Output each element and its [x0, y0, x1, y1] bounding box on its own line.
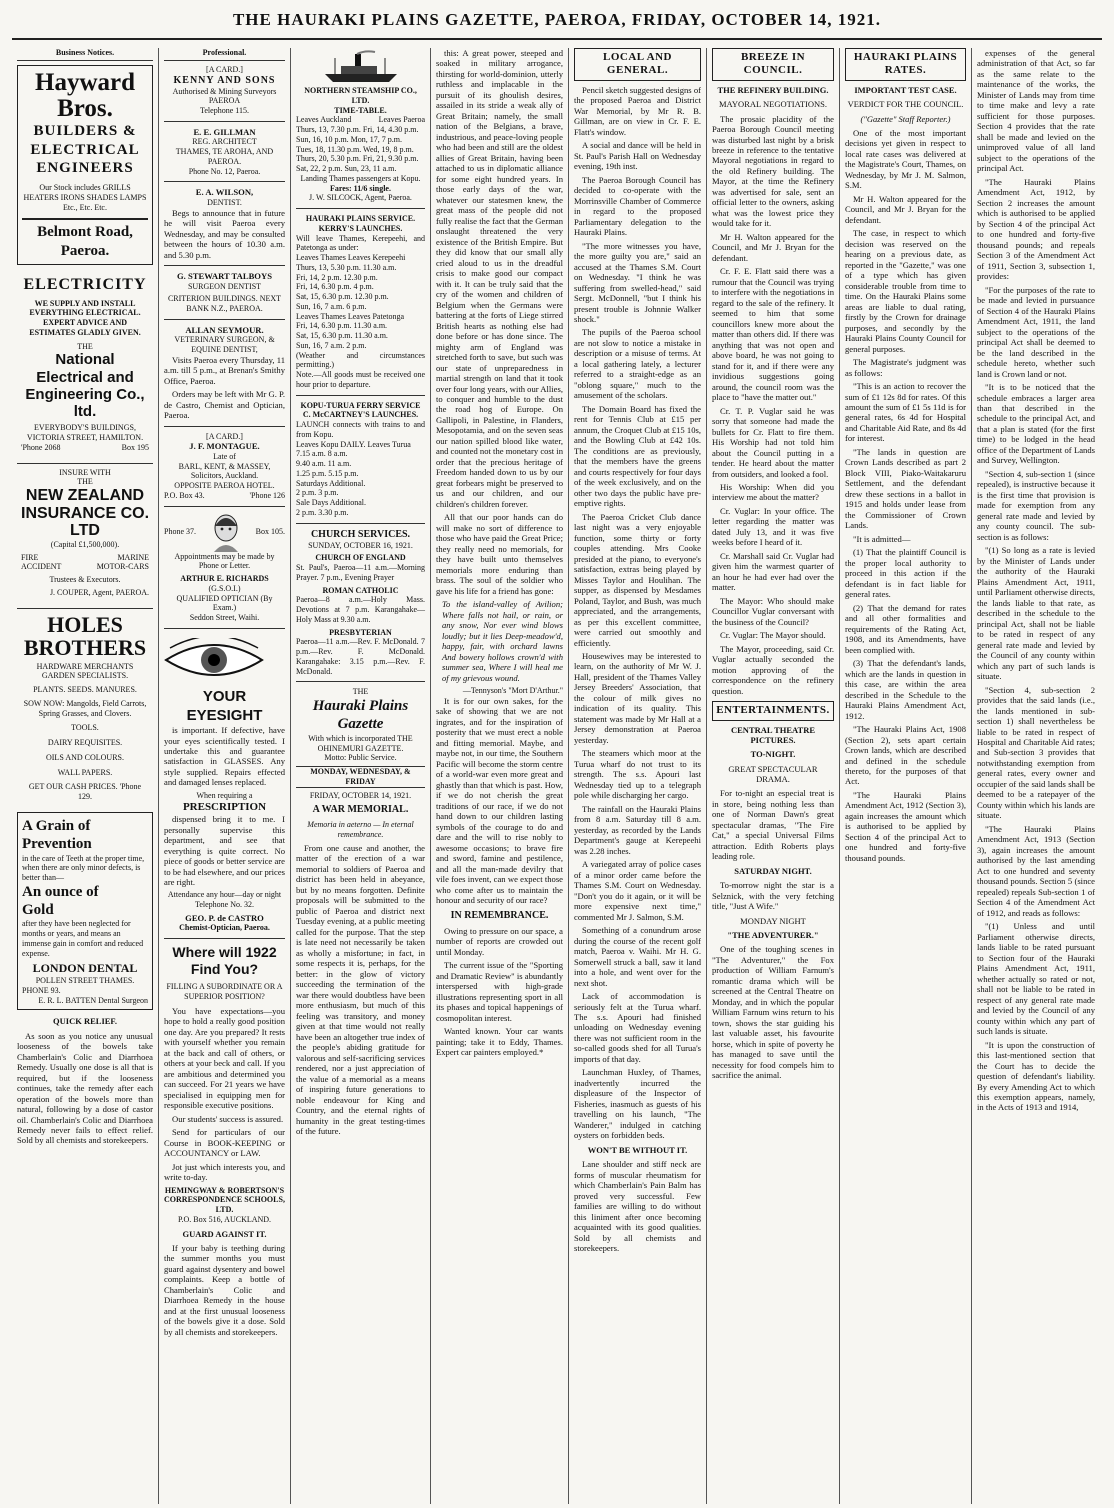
guard-body: If your baby is teething during the summer months you must guard against dysentery and bowel complaints. Keep a bottle of Chamberlain's Colic and Diarrhoea Remedy in the house and at the first unusual looseness of the bowels give it a dose. Sold by all chemists and storekeepers.: [164, 1242, 285, 1337]
war-memorial-memoriam: Memoria in aeterno — In eternal remembrance.: [307, 820, 414, 840]
local-general-paragraph: The Domain Board has fixed the rent for Tennis Club at £15 per annum, the Croquet Club at £15 10s, and the Bowling Club at £42 10s. The conditions are as previously, that the members have the greens and courts respectively for four days of the week exclusively, and on the other two days the public have pre-emptive rights.: [574, 403, 701, 509]
church-coe-body: St. Paul's, Paeroa—11 a.m.—Morning Prayer. 7 p.m., Evening Prayer: [296, 563, 425, 582]
where-success: Our students' success is assured.: [172, 1113, 284, 1124]
breeze-paragraph: The Mayor, proceeding, said Cr. Vuglar actually seconded the motion approving of the correspondence on the refinery question.: [712, 643, 834, 696]
service-row: Fri, 14, 6.30 p.m. 4 p.m.: [296, 282, 374, 292]
holes-wall: WALL PAPERS.: [57, 767, 113, 777]
hayward-line3: ENGINEERS: [36, 159, 134, 176]
memorial-continued-1: this: A great power, steeped and soaked in military arrogance, thirsting for world-dominion, utterly ruthless and implacable in the pursuit of its ghoulish desires, assailed in its stride a weak ally of Great Britain; namely, the small nation of the Belgians, a brave, industrious, and peace-loving people who had been and still are the oldest allies of Great Britain, having been attached to us in diplomatic alliance for some eight hundred years. In those early days of the war, whatever our statesmen knew, the great mass of the people did not fully realise the fact that the German onslaught threatened the very existence of the British Empire. But they did know that our small ally cried aloud to us in the dreadful crisis to make good our compact with it. It can be truly said that the cry of the women and children of Belgium when the Germans were battering at the forts of Liege stirred British hearts as nothing else had done before or has done since. The mighty arm of England was stretched forth to save, but such was our state of unpreparedness in martial strength on land that it took over four long years, with our Allies, to conquer and humble to the dust the road hog of Europe. On Gallipoli, in Palestine, in Flanders, Mesopotamia, and on the seven seas our nation spilled blood like water, and counted not the monetary cost in order that the precious heritage of Freedom handed down to us by our great forbears might be preserved to us and our children, and our children's children forever.: [436, 48, 563, 509]
church-title: CHURCH SERVICES.: [310, 528, 411, 540]
wilson-body: Begs to announce that in future he will visit Paeroa every Wednesday, and may be consulted between the hours of 10.30 a.m. and 5.30 p.m.: [164, 207, 285, 260]
holes-oils: OILS AND COLOURS.: [45, 752, 124, 762]
electricity-phone: 'Phone 2068: [21, 442, 61, 452]
rates-title: HAURAKI PLAINS RATES.: [845, 48, 966, 81]
where-po: P.O. Box 516, AUCKLAND.: [177, 1214, 272, 1224]
wont-body: Lane shoulder and stiff neck are forms of muscular rheumatism for which Chamberlain's Pain Balm has proved very successful. Few families are willing to do without this liniment after once becoming acquainted with its good qualities. Sold by all chemists and storekeepers.: [574, 1159, 701, 1254]
steam-title: NORTHERN STEAMSHIP CO., LTD.: [304, 86, 417, 105]
electricity-the: THE: [77, 341, 93, 351]
rates-paragraph: (1) That the plaintiff Council is the proper local authority to proceed in this action if the defendant is in fact liable for general rates.: [845, 547, 966, 600]
ad-where-1922: [164, 944, 285, 1224]
eyesight-body: is important. If defective, have your eyes scientifically tested. I undertake this and guarantee satisfaction in GLASSES. Any style supplied. Repairs effected and damaged lenses replaced.: [164, 725, 285, 788]
montague-firm: BARL, KENT, & MASSEY,: [178, 461, 271, 471]
service-body: Will leave Thames, Kerepeehi, and Patetonga as under:: [296, 233, 425, 253]
local-general-paragraph: Lack of accommodation is seriously felt at the Turua wharf. The s.s. Apouri had finished unloading on Wednesday evening there was not sufficient room in the so-called goods shed for all Turua's imports of that day.: [574, 991, 701, 1064]
insurance-insure: INSURE WITH: [59, 467, 111, 477]
kenny-town: PAEROA: [208, 96, 241, 106]
steam-rows: [296, 125, 425, 174]
local-general-paragraph: The pupils of the Paeroa school are not slow to notice a mistake in description or a misuse of terms. At a local gathering lately, a lecturer referred to a straight-edge as an "oblong square," much to the amusement of the scholars.: [574, 327, 701, 401]
holes-tools: TOOLS.: [71, 723, 99, 733]
service-row: Leaves Thames Leaves Kerepeehi: [296, 253, 406, 262]
church-pres: PRESBYTERIAN: [329, 627, 392, 637]
steam-landing: Landing Thames passengers at Kopu.: [300, 173, 421, 183]
hayward-line2: ELECTRICAL: [30, 141, 140, 158]
grain-title4: Gold: [22, 902, 54, 919]
breeze-title: BREEZE IN COUNCIL.: [712, 48, 834, 81]
richards-box: Box 105.: [255, 526, 285, 536]
kenny-card: [A CARD.]: [206, 64, 243, 74]
local-general-paragraph: Housewives may be interested to learn, on the authority of Mr W. J. Hall, president of the Thames Valley Jersey Breeders' Association, that the colour of milk gives no indication of its quality. This statement was made by Mr Hall at a Jersey demonstration at Paeroa yesterday.: [574, 651, 701, 745]
columns: [12, 48, 1102, 1504]
montague-sol: Solicitors, Auckland.: [190, 471, 259, 481]
eyesight-sub: Chemist-Optician, Paeroa.: [179, 923, 270, 933]
section-business-notices: Business Notices.: [17, 48, 153, 61]
card-seymour: [164, 325, 285, 421]
kenny-phone: Telephone 115.: [200, 106, 249, 116]
insurance-trustees: Trustees & Executors.: [49, 575, 121, 585]
kopu-row: 2 p.m. 3.30 p.m.: [296, 507, 349, 517]
ad-london-dental: [17, 812, 153, 1010]
in-remembrance-title: IN REMEMBRANCE.: [450, 909, 549, 921]
column-4: [431, 48, 569, 1504]
breeze-paragraph: The Mayor: Who should make Councillor Vuglar conversant with the business of the Council?: [712, 595, 834, 627]
service-row: Sat, 15, 6.30 p.m. 11.30 a.m.: [296, 331, 388, 340]
church-date: SUNDAY, OCTOBER 16, 1921.: [308, 540, 413, 550]
column-2: [159, 48, 291, 1504]
richards-name: ARTHUR E. RICHARDS: [180, 574, 269, 584]
memorial-poet: —Tennyson's "Mort D'Arthur.": [462, 686, 563, 696]
seymour-name: ALLAN SEYMOUR.: [185, 324, 264, 335]
montague-phone: 'Phone 126: [249, 490, 285, 500]
service-row: Fri, 14, 6.30 p.m. 11.30 a.m.: [296, 321, 388, 331]
kenny-name: KENNY AND SONS: [173, 74, 276, 86]
grain-addr: POLLEN STREET THAMES.: [35, 976, 135, 986]
service-rows: [296, 253, 425, 351]
rates-continued-paragraph: "It is upon the construction of this last-mentioned section that the Court has to decide the question of defendant's liability. By every Amending Act to which this exemption appears, namely, in the Acts of 1913 and 1914,: [977, 1039, 1095, 1113]
rates-paragraph: Mr H. Walton appeared for the Council, and Mr J. Bryan for the defendant.: [845, 193, 966, 225]
ad-hayward-bros: [17, 65, 153, 265]
montague-po: P.O. Box 43.: [164, 490, 205, 500]
holes-dairy: DAIRY REQUISITES.: [47, 738, 123, 748]
talboys-addr: CRITERION BUILDINGS. NEXT BANK N.Z., PAEROA.: [167, 294, 282, 314]
service-title: HAURAKI PLAINS SERVICE.: [305, 214, 416, 223]
kopu-row: Leaves Kopu DAILY. Leaves Turua: [296, 439, 411, 449]
rates-sub3: ("Gazette" Staff Reporter.): [860, 113, 951, 124]
central-theatre: CENTRAL THEATRE PICTURES.: [731, 724, 815, 745]
montague-name: J. F. MONTAGUE.: [189, 441, 260, 452]
service-ferry: KERRY'S LAUNCHES.: [318, 223, 403, 233]
seymour-body: Visits Paeroa every Thursday, 11 a.m. till 5 p.m., at Brenan's Smithy Office, Paeroa.: [164, 354, 285, 386]
rates-sub2: VERDICT FOR THE COUNCIL.: [847, 99, 964, 110]
ad-electricity: [17, 271, 153, 457]
ad-eyesight: [164, 634, 285, 933]
service-row: Fri, 14, 2 p.m. 12.30 p.m.: [296, 272, 378, 282]
electricity-box: Box 195: [121, 442, 149, 452]
tonight: TO-NIGHT.: [750, 749, 796, 760]
kopu-title: KOPU-TURUA FERRY SERVICE: [300, 400, 421, 410]
grain-title1: A Grain of: [22, 817, 91, 834]
ad-richards: [164, 512, 285, 623]
rates-paragraph: The Magistrate's judgment was as follows:: [845, 357, 966, 378]
steam-fares: Fares: 11/6 single.: [330, 183, 391, 193]
rates-paragraph: One of the most important decisions yet given in respect to local rate cases was delivered at the Magistrate's Court, Thames, on Wednesday, by Mr J. M. Salmon, S.M.: [845, 127, 966, 191]
electricity-body: WE SUPPLY AND INSTALL EVERYTHING ELECTRICAL. EXPERT ADVICE AND ESTIMATES GLADLY GIVEN.: [29, 298, 141, 337]
rates-continued-paragraph: "The Hauraki Plains Amendment Act, 1913 (Section 3), again increases the amount authorised by the last amending Act to one hundred and seventy thousand pounds. Section 5 (since repealed) repeals Sub-section 1 of Section 4 of the Amendment Act of 1912, and reads as follows:: [977, 823, 1095, 918]
gillman-phone: Phone No. 12, Paeroa.: [188, 166, 261, 176]
hayward-address: Belmont Road, Paeroa.: [22, 218, 148, 260]
holes-line: PLANTS. SEEDS. MANURES.: [33, 685, 137, 695]
monday-night: MONDAY NIGHT: [740, 915, 806, 926]
card-montague: [164, 432, 285, 501]
rates-paragraph: (2) That the demand for rates and all other formalities and requirements of the Rating Act, 1908, and its Amendments, have been complied with.: [845, 602, 966, 655]
steam-agent: J. W. SILCOCK, Agent, Paeroa.: [309, 193, 412, 203]
kopu-row: 1.25 p.m. 5.15 p.m.: [296, 468, 359, 478]
hayward-stock: Our Stock includes GRILLS HEATERS IRONS SHADES LAMPS Etc., Etc. Etc.: [23, 183, 147, 212]
card-wilson: [164, 187, 285, 260]
rates-paragraph: "The Hauraki Plains Amendment Act, 1912 (Section 3), again increases the amount which is authorised to be applied by Section 4 of the principal Act to one hundred and forty-five thousand pounds.: [845, 789, 966, 863]
gillman-towns: THAMES, TE AROHA, AND PAEROA.: [175, 147, 274, 166]
section-professional: Professional.: [164, 48, 285, 61]
local-general-paragraph: The rainfall on the Hauraki Plains from 8 a.m. Saturday till 8 a.m. yesterday, as recorded by the Lands Department's gauge at Kerepeehi was 2.28 inches.: [574, 803, 701, 856]
kopu-body: LAUNCH connects with trains to and from Kopu.: [296, 420, 425, 439]
local-general-paragraph: The steamers which moor at the Turua wharf do not trust to its strength. The s.s. Apouri last Wednesday tied up to a telegraph pole while discharging her cargo.: [574, 748, 701, 801]
guard-title: GUARD AGAINST IT.: [182, 1228, 267, 1239]
steam-row: Thurs, 13, 7.30 p.m. Fri, 14, 4.30 p.m.: [296, 125, 419, 134]
hayward-name: Hayward Bros.: [35, 68, 135, 122]
grain-title2: Prevention: [22, 836, 92, 853]
kopu-row: 2 p.m. 3 p.m.: [296, 488, 339, 498]
column-5: [569, 48, 707, 1504]
church-rc-body: Paeroa—8 a.m.—Holy Mass. Devotions at 7 p.m. Karangahake—Holy Mass at 9.30 a.m.: [296, 595, 425, 624]
card-gillman: [164, 127, 285, 176]
ad-holes-brothers: [17, 608, 153, 806]
service-row: Sun, 16, 7 a.m. 6 p.m.: [296, 301, 367, 311]
montague-late: Late of: [213, 451, 236, 461]
adventurer-body: One of the toughing scenes in "The Adventurer," the Fox production of William Farnum's romantic drama which will be screened at the Central Theatre on Monday, and in which the popular William Farnum wins return to his town, shows the star guiding his last valuable asset, his favourite horse, which in spite of poverty he has managed to save until the necessity for food compels him to sacrifice the animal.: [712, 944, 834, 1081]
steam-timetable-label: TIME-TABLE.: [334, 105, 387, 115]
rates-paragraph: "The Hauraki Plains Act, 1908 (Section 2), sets apart certain Crown lands, which are described and defined in the schedule thereto, for the purposes of that Act.: [845, 724, 966, 787]
breeze-paragraph: Cr. Vuglar: In your office. The letter regarding the matter was dated July 13, and it was five weeks before I heard of it.: [712, 505, 834, 548]
steamship-icon: [321, 50, 401, 84]
where-send: Send for particulars of our Course in BOOK-KEEPING or ACCOUNTANCY or LAW.: [164, 1127, 285, 1159]
where-title: Where will 1922 Find You?: [172, 944, 277, 978]
local-general-paras: [574, 85, 701, 1141]
local-general-paragraph: Pencil sketch suggested designs of the proposed Paeroa and District War Memorial, by Mr R. B. Gillman, are on view in Cr. F. E. Flatt's window.: [574, 84, 701, 137]
local-general-paragraph: A social and dance will be held in St. Paul's Parish Hall on Wednesday evening, 19th inst.: [574, 140, 701, 172]
rates-continued-paragraph: expenses of the general administration of that Act, so far as the same relate to the maintenance of the works, the Minister of Lands may from time to time make and levy a rate sufficient for those purposes. Section 4 provides that the rate shall be made and levied on the unimproved value of all land subject to the operations of the principal Act.: [977, 48, 1095, 174]
column-3: [291, 48, 431, 1504]
local-general-title: LOCAL AND GENERAL.: [574, 48, 701, 81]
column-7: [840, 48, 972, 1504]
gazette-days: MONDAY, WEDNESDAY, & FRIDAY: [296, 766, 425, 788]
insurance-accident: ACCIDENT: [21, 562, 62, 572]
montague-addr: OPPOSITE PAEROA HOTEL.: [174, 481, 275, 491]
great-drama: GREAT SPECTACULAR DRAMA.: [728, 763, 818, 785]
talboys-title: SURGEON DENTIST: [187, 281, 262, 291]
seymour-orders: Orders may be left with Mr G. P. de Castro, Chemist and Optician, Paeroa.: [164, 389, 285, 421]
memorial-poem: To the island-valley of Avilion; Where falls not hail, or rain, or any snow, Nor ever wind blows loudly; but it lies Deep-meadow'd, happy, fair, with orchard lawns And bowery hollows crown'd with summer sea, Where I will heal me of my grievous wound.: [442, 599, 563, 683]
eyesight-when: When requiring a: [196, 790, 253, 800]
relief-title: QUICK RELIEF.: [53, 1016, 117, 1027]
rates-paragraph: "This is an action to recover the sum of £1 12s 8d for rates. Of this amount the sum of £1 5s 11d is for general rates, 6s 4d for Hospital and Charitable Aid Rate, and 8s 4d for interest.: [845, 381, 966, 444]
remembrance-body-2: The current issue of the "Sporting and Dramatic Review" is abundantly interspersed with high-grade illustrations representing sport in all its phases and topical happenings of cosmopolitan interest.: [436, 960, 563, 1023]
grain-title3: An ounce of: [22, 883, 99, 900]
rates-paras: [845, 128, 966, 863]
eyesight-presc: PRESCRIPTION: [182, 800, 267, 813]
ad-nz-insurance: [17, 463, 153, 602]
breeze-paras: [712, 114, 834, 697]
remembrance-body-1: Owing to pressure on our space, a number of reports are crowded out until Monday.: [436, 925, 563, 957]
ent-body: For to-night an especial treat is in store, being nothing less than one of Norman Dawn's great spectacular dramas, "The Fire Cat," a special Universal Films attraction. Edith Roberts plays leading role.: [712, 788, 834, 862]
masthead: THE HAURAKI PLAINS GAZETTE, PAEROA, FRIDAY, OCTOBER 14, 1921.: [12, 10, 1102, 40]
rates-paragraph: "It is admitted—: [853, 533, 911, 544]
rates-continued-paragraph: "Section 4, sub-section 1 (since repealed), is instructive because it is the first time that provision is made for exemption from any general rate made and levied by any county council. The sub-section is as follows:: [977, 468, 1095, 542]
kopu-rows: [296, 440, 425, 518]
column-6: [707, 48, 840, 1504]
rates-continued-paragraph: "The Hauraki Plains Amendment Act, 1912, by Section 2 increases the amount which is authorised to be applied by Section 4 of the principal Act to one hundred and forty-five thousand pounds; and repeals Section 3 of the Amendment Act of 1911, Section 3, subsection 1, provides:: [977, 176, 1095, 282]
wanted-known: Wanted known. Your car wants painting; take it to Eddy, Thames. Expert car painters employed.*: [436, 1026, 563, 1058]
kopu-row: 9.40 a.m. 11 a.m.: [296, 459, 352, 468]
kopu-row: Saturdays Additional.: [296, 478, 366, 488]
service-row: Thurs, 13, 5.30 p.m. 11.30 a.m.: [296, 262, 397, 272]
column-1: [12, 48, 159, 1504]
holes-name: HOLES BROTHERS: [23, 611, 147, 660]
richards-gsoi: (G.S.O.I.): [208, 583, 241, 593]
service-note: (Weather and circumstances permitting.): [296, 350, 425, 370]
where-school: HEMINGWAY & ROBERTSON'S CORRESPONDENCE SCHOOLS, LTD.: [164, 1185, 285, 1215]
kopu-name: C. McCARTNEY'S LAUNCHES.: [302, 410, 419, 420]
breeze-paragraph: Cr. Marshall said Cr. Vuglar had given him the warmest quarter of an hour he had ever had over the matter.: [712, 550, 834, 593]
church-coe: CHURCH OF ENGLAND: [315, 553, 406, 563]
breeze-paragraph: Cr. Vuglar: The Mayor should.: [720, 630, 826, 641]
kopu-row: Sale Days Additional.: [296, 498, 366, 507]
insurance-the: THE: [77, 477, 93, 487]
insurance-fire: FIRE: [21, 552, 39, 562]
column-8: [972, 48, 1100, 1504]
breeze-paragraph: The prosaic placidity of the Paeroa Borough Council meeting was disturbed last night by a brisk breeze in reference to the tentative Mayoral negotiations in regard to the old Refinery building. The Mayor, at the time the Refinery was advertised for sale, sent an official letter to the owners, asking what was the lowest price they would take for it.: [712, 113, 834, 229]
rates-continued-paras: [977, 48, 1095, 1113]
insurance-agent: J. COUPER, Agent, PAEROA.: [49, 587, 149, 597]
montague-card: [A CARD.]: [206, 431, 243, 441]
rates-continued-paragraph: "For the purposes of the rate to be made and levied in pursuance of Section 4 of the Hauraki Plains Amendment Act, 1911, the land subject to the operations of the principal Act shall be deemed to be the land described in the schedule hereto, whether such land is Crown land or not.: [977, 284, 1095, 379]
steam-row: Sun, 16, 10 p.m. Mon, 17, 7 p.m.: [296, 134, 403, 144]
breeze-sub1: THE REFINERY BUILDING.: [717, 84, 829, 95]
kopu-row: 7.15 a.m. 8 a.m.: [296, 449, 348, 459]
wilson-title: DENTIST.: [207, 197, 242, 207]
sat-body: To-morrow night the star is a Selznick, with the very fetching title, "Just A Wife.": [712, 880, 834, 912]
steam-row: Thurs, 20, 5.30 p.m. Fri, 21, 9.30 p.m.: [296, 154, 419, 164]
local-general-paragraph: Launchman Huxley, of Thames, inadvertently incurred the displeasure of the Inspector of Fisheries, inasmuch as guests of his travelling on his launch, "The Wanderer," indulged in catching oysters on forbidden beds.: [574, 1067, 701, 1141]
gazette-motto: Motto: Public Service.: [324, 753, 397, 763]
gazette-inc: With which is incorporated THE OHINEMURI GAZETTE.: [308, 733, 413, 753]
card-talboys: [164, 271, 285, 314]
service-row: Sat, 15, 6.30 p.m. 12.30 p.m.: [296, 292, 389, 301]
local-general-paragraph: Something of a conundrum arose during the course of the recent golf match, Paeroa v. Waihi. Mr H. G. Somerwell struck a ball, saw it land into a hole, and went over for the next shot.: [574, 925, 701, 988]
electricity-addr: EVERYBODY'S BUILDINGS, VICTORIA STREET, HAMILTON.: [26, 423, 144, 442]
local-general-paragraph: The Paeroa Borough Council has decided to co-operate with the Morrinsville Chamber of Commerce in regard to the proposed Parliamentary delegation to the Hauraki Plains.: [574, 174, 701, 238]
local-general-paragraph: A variegated array of police cases of a minor order came before the Thames S.M. Court on Wednesday. "Don't you do it again, or it will be more expensive next time," commented Mr J. Salmon, S.M.: [574, 859, 701, 922]
eyesight-name: GEO. P. de CASTRO: [185, 912, 264, 923]
saturday-night: SATURDAY NIGHT.: [734, 865, 812, 876]
richards-phone: Phone 37.: [164, 526, 196, 536]
grain-body1: in the care of Teeth at the proper time, when there are only minor defects, is better than—: [22, 853, 145, 883]
relief-body: As soon as you notice any unusual looseness of the bowels take Chamberlain's Colic and Diarrhoea Remedy. Usually one dose is all that is required, but if the looseness continues, take the remedy after each operation of the bowels more than natural, following by a dose of castor oil. Chamberlain's Colic and Diarrhoea Remedy never fails to effect relief. Sold by all chemists and storekeepers.: [17, 1030, 153, 1146]
rates-paragraph: "The lands in question are Crown Lands described as part 2 Block VIII, Piako-Waitakaruru Settlement, and the defendant drew these sections in a ballot in 1915 and holds under lease from the Commissioner of Crown Lands.: [845, 446, 966, 531]
eye-icon: [164, 638, 264, 682]
rates-continued-paragraph: "(1) So long as a rate is levied by the Minister of Lands under the authority of the Hauraki Plains Amendment Act, 1911, until Parliament otherwise directs, the lands liable to that rate, as described in the schedule to the principal Act, shall not be liable to be rated in respect of any general rate made and levied by the Council of any county within which any part of such lands is situate.: [977, 545, 1095, 682]
where-sub: FILLING A SUBORDINATE OR A SUPERIOR POSITION?: [166, 982, 283, 1002]
grain-phone: PHONE 93.: [22, 985, 61, 995]
insurance-motor: MOTOR-CARS: [96, 562, 149, 572]
gillman-title: REG. ARCHITECT: [192, 137, 257, 147]
holes-cash: GET OUR CASH PRICES. 'Phone 129.: [28, 782, 142, 802]
eyesight-body2: dispensed bring it to me. I personally supervise this department, and see that everything is quite correct. No piece of goods or better service are to be had elsewhere, and our prices are right.: [164, 814, 285, 887]
war-memorial-title: A WAR MEMORIAL.: [312, 804, 409, 816]
rates-continued-paragraph: "Section 4, sub-section 2 provides that the said lands (i.e., the lands mentioned in sub-section 1) shall nevertheless be liable to be rated in respect of Hospital and Charitable Aid rates; and Sub-section 3 provides that notwithstanding exemption from general rates, every owner and occupier of the said lands shall be deemed to be a ratepayer of the County within which his lands are situate.: [977, 684, 1095, 821]
breeze-paragraph: Cr. T. P. Vuglar said he was sorry that someone had made the bullets for Cr. Flatt to fire them. His Worship had not told him about the Council putting in a tender. He heard about the matter from outsiders, and looked a fool.: [712, 405, 834, 479]
rates-sub1: IMPORTANT TEST CASE.: [854, 84, 957, 95]
kenny-line: Authorised & Mining Surveyors: [172, 86, 277, 96]
adventurer-title: "THE ADVENTURER.": [727, 929, 819, 940]
service-note2: Note.—All goods must be received one hour prior to departure.: [296, 370, 425, 389]
wont-title: WON'T BE WITHOUT IT.: [587, 1144, 688, 1155]
rates-paragraph: The case, in respect to which decision was reserved on the hearing on a previous date, as reported in the "Gazette," was one of a type which has given considerable trouble from time to time. On the Hauraki Plains some areas are liable to dual rating, firstly by the Crown for drainage purposes, and secondly by the Hauraki Plains County Council for general purposes.: [845, 228, 966, 354]
war-memorial-body: From one cause and another, the matter of the erection of a war memorial to soldiers of Paeroa and district has been held in abeyance, but by no means forgotten. Definite proposals will be submitted to the public of Paeroa and district next Tuesday evening, at a public meeting called for the purpose. That the step is late need not necessarily be taken as wholly a misfortune; in fact, in some respects it is, perhaps, for the better: in the glow of victory succeeding the termination of the war there would doubtless have been more enthusiasm, but much of this feeling was transitory, and money given at that time would not really have been an altogether true index of the people's abiding gratitude for valorous and self-sacrificing services rendered, nor a just appreciation of the value of a memorial as a means of inspiring future generations to noble endeavour for King and Country, and the eternal rights of humanity in the great testing-times of the future.: [296, 842, 425, 1137]
rates-continued-paragraph: "It is to be noticed that the schedule embraces a larger area than that described in the schedule to the principal Act, and that a plan is stated (for the first time) to be lodged in the head office of the Department of Lands and Survey, Wellington.: [977, 382, 1095, 466]
steam-row: Sat, 22, 2 p.m. Sun, 23, 11 a.m.: [296, 164, 397, 173]
insurance-capital: (Capital £1,500,000).: [50, 539, 120, 549]
hayward-line1: BUILDERS &: [33, 123, 137, 140]
breeze-paragraph: Mr H. Walton appeared for the Council, and Mr J. Bryan for the defendant.: [712, 231, 834, 263]
card-kenny: [164, 65, 285, 116]
holes-sow: SOW NOW: Mangolds, Field Carrots, Spring Grasses, and Clovers.: [23, 698, 147, 718]
steam-to: Leaves Paeroa: [378, 115, 425, 125]
woman-portrait-icon: [208, 512, 244, 552]
insurance-marine: MARINE: [117, 552, 149, 562]
steam-from: Leaves Auckland: [296, 115, 352, 125]
grain-body2: after they have been neglected for months or years, and means an immense gain in comfort and reduced expense.: [22, 919, 144, 958]
rates-continued-paragraph: "(1) Unless and until Parliament otherwise directs, lands liable to be rated pursuant to Section four of the Hauraki Plains Amendment Act, 1911, whether actually so rated or not, shall not be liable to be rated in respect of any general rate made and levied by the Council of any county within which any part of such lands is situate.: [977, 921, 1095, 1037]
breeze-paragraph: His Worship: When did you interview me about the matter?: [712, 482, 834, 503]
breeze-paragraph: Cr. F. E. Flatt said there was a rumour that the Council was trying to interfere with the negotiations in regard to the sale of the refinery. It seemed to him that some councillors knew more about the matter than others did. If there was anything that was not open and above board, he was not going to stand for it, and if there were any invidious suggestions going around, the council room was the place to "have the matter out.": [712, 266, 834, 403]
gillman-name: E. E. GILLMAN: [193, 126, 256, 137]
church-rc: ROMAN CATHOLIC: [322, 585, 399, 595]
local-general-paragraph: The Paeroa Cricket Club dance last night was a very enjoyable function, some thirty or forty couples attending. Mrs Cooke presided at the piano, to everyone's satisfaction, extras being played by Misses Taylor and Houlihan. The supper, as dispensed by Mesdames Poland, Taylor, and Bush, was much appreciated, and the arrangements, as per this excellent committee, were carried out smoothly and efficiently.: [574, 511, 701, 648]
church-pres-body: Paeroa—11 a.m.—Rev. F. McDonald. 7 p.m.—Rev. F. McDonald. Karangahake: 3.15 p.m.—Rev. F. McDonald.: [296, 637, 425, 676]
entertainments-title: ENTERTAINMENTS.: [712, 701, 834, 720]
memorial-continued-3: It is for our own sakes, for the sake of showing that we are not ingrates, and for the inspiration of posterity that we must erect a noble and fitting memorial. Maybe, and maybe not, in our time, the Southern Pacific will become the storm centre of a world-war even more great and ghastly than that which is past. How, if we do not cherish the great traditions of our race, if we do not hand down to our children lasting symbols of the courage to do and dare and the will to rise nobly to awesome occasions; to brave fire and sword, famine and pestilence, and all the man-made devilry that vile foes invent, can we expect those who come after us to maintain the honour and security of our race?: [436, 695, 563, 906]
where-body: You have expectations—you hope to hold a really good position one day. Are you prepared? It rests with yourself whether you remain at the back and call of others, or others at your beck and call. If you are ambitious and determined you can succeed. For 21 years we have specialised in equipping men for responsible executive positions.: [164, 1005, 285, 1111]
electricity-company: National Electrical and Engineering Co., ltd.: [25, 351, 145, 420]
richards-addr: Seddon Street, Waihi.: [189, 613, 260, 623]
memorial-continued-2: All that our poor hands can do will make no sort of difference to those who have paid the Great Price; they really need no memorials, for they have built unto themselves memorials more enduring than brass. The soul of the soldier who gave his life for a friend has gone:: [436, 512, 563, 596]
grain-sig: E. R. L. BATTEN Dental Surgeon: [38, 995, 148, 1005]
wilson-name: E. A. WILSON,: [195, 187, 254, 198]
richards-title: QUALIFIED OPTICIAN (By Exam.): [176, 593, 273, 613]
eyesight-attend: Attendance any hour—day or night Telephone No. 32.: [167, 890, 282, 910]
gazette-name: Hauraki Plains Gazette: [312, 698, 409, 733]
local-general-paragraph: "The more witnesses you have, the more guilty you are," said an accused at the Thames S.M. Court on Wednesday. "I think he was suffering from swelled-head," said Sergt. McDonnell, "but I think his present trouble is Johnnie Walker shock.": [574, 240, 701, 324]
steam-row: Tues, 18, 11.30 p.m. Wed, 19, 8 p.m.: [296, 144, 414, 154]
electricity-title: ELECTRICITY: [23, 275, 147, 293]
richards-appt: Appointments may be made by Phone or Letter.: [174, 551, 275, 571]
gazette-the: THE: [352, 687, 369, 697]
eyesight-title: YOUR EYESIGHT: [186, 688, 263, 724]
grain-london: LONDON DENTAL: [32, 961, 138, 976]
breeze-sub2: MAYORAL NEGOTIATIONS.: [719, 99, 827, 110]
where-jot: Jot just which interests you, and write to-day.: [164, 1161, 285, 1183]
rates-paragraph: (3) That the defendant's lands, which are the lands in question in this case, are within the area described in the Schedule to the Hauraki Plains Amendment Act, 1912.: [845, 658, 966, 721]
talboys-name: G. STEWART TALBOYS: [177, 271, 272, 282]
service-row: Leaves Thames Leaves Patetonga: [296, 311, 405, 321]
gazette-date: FRIDAY, OCTOBER 14, 1921.: [309, 790, 412, 800]
holes-sub: HARDWARE MERCHANTS GARDEN SPECIALISTS.: [36, 661, 134, 681]
insurance-name: NEW ZEALAND INSURANCE CO. LTD: [21, 487, 150, 540]
seymour-title: VETERINARY SURGEON, & EQUINE DENTIST,: [174, 335, 275, 355]
service-row: Sun, 16, 7 a.m. 2 p.m.: [296, 340, 367, 350]
